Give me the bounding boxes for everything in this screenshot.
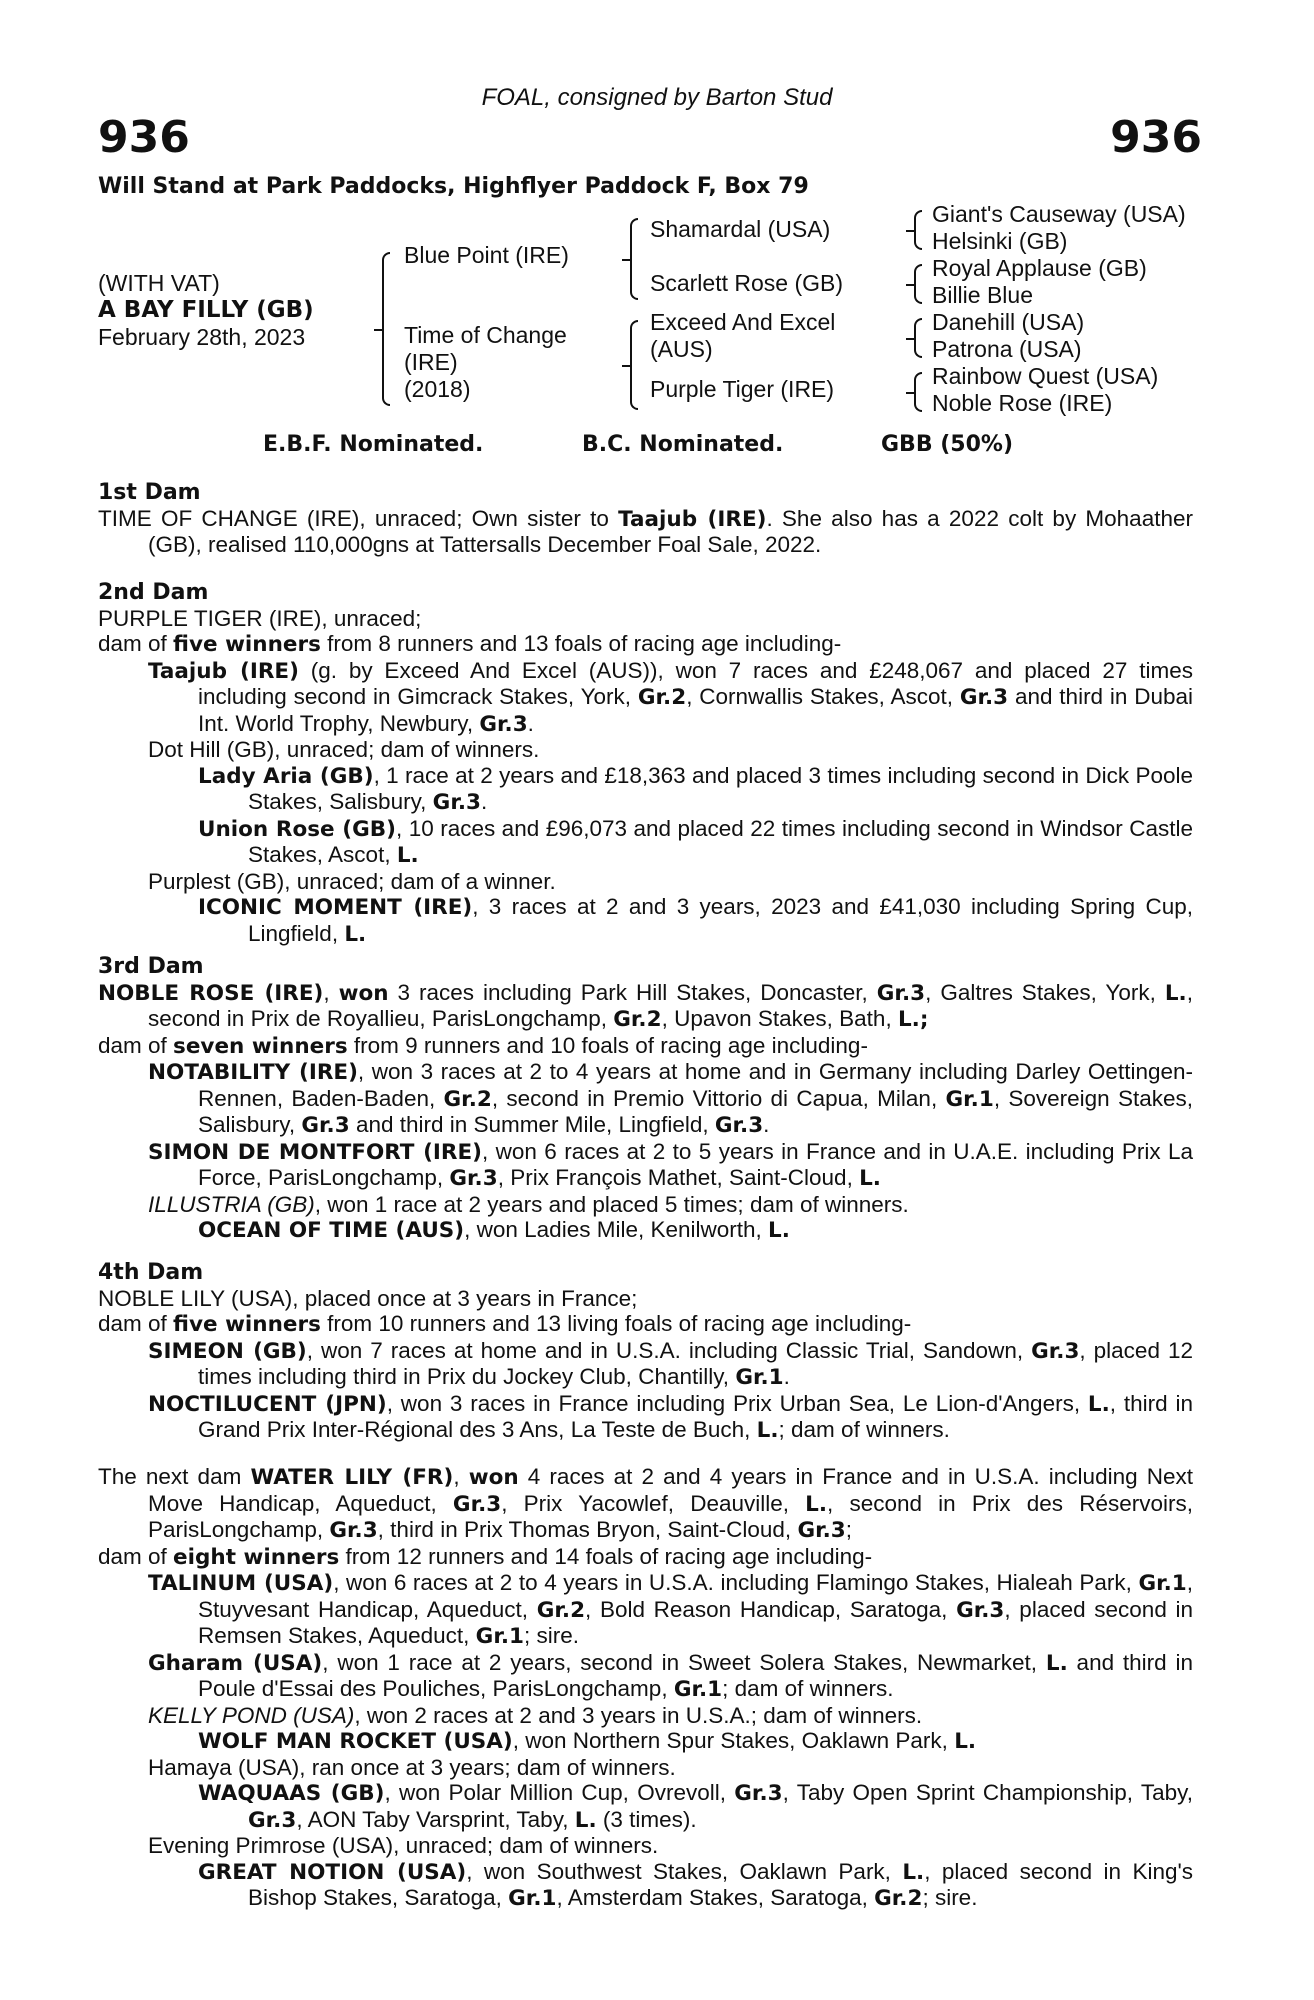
third-dam-section <box>98 954 1193 1244</box>
consignor-line: FOAL, consigned by Barton Stud <box>481 84 833 111</box>
progeny-illustria: ILLUSTRIA (GB), won 1 race at 2 years and placed 5 times; dam of winners. <box>148 1191 909 1217</box>
brace-g4-3 <box>914 318 922 358</box>
third-dam-produce: dam of seven winners from 9 runners and 10 foals of racing age including- <box>98 1032 868 1059</box>
progeny-purplest: Purplest (GB), unraced; dam of a winner. <box>148 868 556 894</box>
progeny-union-rose: Union Rose (GB), 10 races and £96,073 and placed 22 times including second in Windsor Castle Stakes, Ascot, L. <box>198 815 1193 868</box>
progeny-ocean-of-time: OCEAN OF TIME (AUS), won Ladies Mile, Kenilworth, L. <box>198 1217 790 1243</box>
progeny-notability: NOTABILITY (IRE), won 3 races at 2 to 4 years at home and in Germany including Darley Oettingen-Rennen, Baden-Baden, Gr.2, second in Premio Vittorio di Capua, Milan, Gr.1, Sovereign Stakes, Salisbury, Gr.3 and third in Summer Mile, Lingfield, Gr.3. <box>148 1059 1194 1138</box>
lot-number-right: 936 <box>1110 112 1202 163</box>
sire-dam: Scarlett Rose (GB) <box>650 270 843 296</box>
lot-number-left: 936 <box>98 112 190 163</box>
horse-dob: February 28th, 2023 <box>98 324 306 350</box>
gbb-nomination: GBB (50%) <box>881 432 1014 457</box>
fourth-dam-section <box>98 1260 1193 1444</box>
horse-info <box>98 270 314 351</box>
progeny-noctilucent: NOCTILUCENT (JPN), won 3 races in France including Prix Urban Sea, Le Lion-d'Angers, L., third in Grand Prix Inter-Régional des 3 Ans, La Teste de Buch, L.; dam of winners. <box>148 1390 1194 1443</box>
second-dam-section <box>98 580 1193 947</box>
brace-dam <box>630 320 638 410</box>
third-dam-heading: 3rd Dam <box>98 954 204 979</box>
brace-sire <box>630 218 638 300</box>
progeny-talinum: TALINUM (USA), won 6 races at 2 to 4 years in U.S.A. including Flamingo Stakes, Hialeah Park, Gr.1, Stuyvesant Handicap, Aqueduct, Gr.2, Bold Reason Handicap, Saratoga, Gr.3, placed second in Remsen Stakes, Aqueduct, Gr.1; sire. <box>148 1570 1194 1649</box>
ebf-nomination: E.B.F. Nominated. <box>263 432 484 457</box>
sire-sire: Shamardal (USA) <box>650 216 831 242</box>
stand-location: Will Stand at Park Paddocks, Highflyer Paddock F, Box 79 <box>98 174 809 199</box>
dam-sire: Exceed And Excel (AUS) <box>650 309 836 362</box>
second-dam-intro: PURPLE TIGER (IRE), unraced; <box>98 605 422 631</box>
progeny-hamaya: Hamaya (USA), ran once at 3 years; dam of winners. <box>148 1754 676 1780</box>
horse-name: A BAY FILLY (GB) <box>98 297 314 323</box>
progeny-great-notion: GREAT NOTION (USA), won Southwest Stakes, Oaklawn Park, L., placed second in King's Bishop Stakes, Saratoga, Gr.1, Amsterdam Stakes, Saratoga, Gr.2; sire. <box>198 1858 1194 1911</box>
progeny-waquaas: WAQUAAS (GB), won Polar Million Cup, Ovrevoll, Gr.3, Taby Open Sprint Championship, Taby, Gr.3, AON Taby Varsprint, Taby, L. (3 times). <box>198 1780 1194 1833</box>
progeny-evening-primrose: Evening Primrose (USA), unraced; dam of winners. <box>148 1833 659 1858</box>
brace-g4-1 <box>914 210 922 250</box>
dam: Time of Change (IRE) (2018) <box>404 322 567 402</box>
second-dam-heading: 2nd Dam <box>98 580 209 605</box>
brace-g4-4 <box>914 372 922 412</box>
progeny-dot-hill: Dot Hill (GB), unraced; dam of winners. <box>148 737 540 762</box>
progeny-gharam: Gharam (USA), won 1 race at 2 years, second in Sweet Solera Stakes, Newmarket, L. and third in Poule d'Essai des Pouliches, ParisLongchamp, Gr.1; dam of winners. <box>148 1649 1194 1702</box>
progeny-simon-de-montfort: SIMON DE MONTFORT (IRE), won 6 races at 2 to 5 years in France and in U.A.E. including Prix La Force, ParisLongchamp, Gr.3, Prix François Mathet, Saint-Cloud, L. <box>148 1138 1193 1191</box>
next-dam-text: The next dam WATER LILY (FR), won 4 races at 2 and 4 years in France and in U.S.A. including Next Move Handicap, Aqueduct, Gr.3, Prix Yacowlef, Deauville, L., second in Prix des Réservoirs, ParisLongchamp, Gr.3, third in Prix Thomas Bryon, Saint-Cloud, Gr.3; <box>98 1464 1193 1543</box>
dam-dam: Purple Tiger (IRE) <box>650 376 835 402</box>
next-dam-produce: dam of eight winners from 12 runners and 14 foals of racing age including- <box>98 1543 873 1570</box>
first-dam-text: TIME OF CHANGE (IRE), unraced; Own sister to Taajub (IRE). She also has a 2022 colt by Mohaather (GB), realised 110,000gns at Tattersalls December Foal Sale, 2022. <box>98 505 1193 557</box>
fourth-dam-intro: NOBLE LILY (USA), placed once at 3 years in France; <box>98 1285 638 1311</box>
brace-gen1 <box>382 252 390 406</box>
sire: Blue Point (IRE) <box>404 242 569 268</box>
progeny-wolf-man-rocket: WOLF MAN ROCKET (USA), won Northern Spur Stakes, Oaklawn Park, L. <box>198 1728 977 1754</box>
progeny-taajub: Taajub (IRE) (g. by Exceed And Excel (AUS)), won 7 races and £248,067 and placed 27 times including second in Gimcrack Stakes, York, Gr.2, Cornwallis Stakes, Ascot, Gr.3 and third in Dubai Int. World Trophy, Newbury, Gr.3. <box>148 657 1194 737</box>
next-dam-section <box>98 1464 1193 1912</box>
vat-note: (WITH VAT) <box>98 270 220 296</box>
gen4-list: Giant's Causeway (USA) Helsinki (GB) Royal Applause (GB) Billie Blue Danehill (USA) Patrona (USA) Rainbow Quest (USA) Noble Rose (IRE) <box>932 201 1186 416</box>
second-dam-produce: dam of five winners from 8 runners and 13 foals of racing age including- <box>98 631 842 657</box>
bc-nomination: B.C. Nominated. <box>582 432 784 457</box>
third-dam-text: NOBLE ROSE (IRE), won 3 races including Park Hill Stakes, Doncaster, Gr.3, Galtres Stakes, York, L., second in Prix de Royallieu, ParisLongchamp, Gr.2, Upavon Stakes, Bath, L.; <box>98 979 1193 1032</box>
progeny-lady-aria: Lady Aria (GB), 1 race at 2 years and £18,363 and placed 3 times including second in Dick Poole Stakes, Salisbury, Gr.3. <box>198 762 1193 815</box>
progeny-simeon: SIMEON (GB), won 7 races at home and in U.S.A. including Classic Trial, Sandown, Gr.3, placed 12 times including third in Prix du Jockey Club, Chantilly, Gr.1. <box>148 1337 1193 1390</box>
fourth-dam-produce: dam of five winners from 10 runners and 13 living foals of racing age including- <box>98 1311 912 1337</box>
fourth-dam-heading: 4th Dam <box>98 1260 204 1285</box>
progeny-iconic-moment: ICONIC MOMENT (IRE), 3 races at 2 and 3 years, 2023 and £41,030 including Spring Cup, Lingfield, L. <box>198 894 1193 947</box>
brace-g4-2 <box>914 264 922 304</box>
progeny-kelly-pond: KELLY POND (USA), won 2 races at 2 and 3 years in U.S.A.; dam of winners. <box>148 1702 923 1728</box>
first-dam-section <box>98 480 1193 558</box>
first-dam-heading: 1st Dam <box>98 480 201 505</box>
